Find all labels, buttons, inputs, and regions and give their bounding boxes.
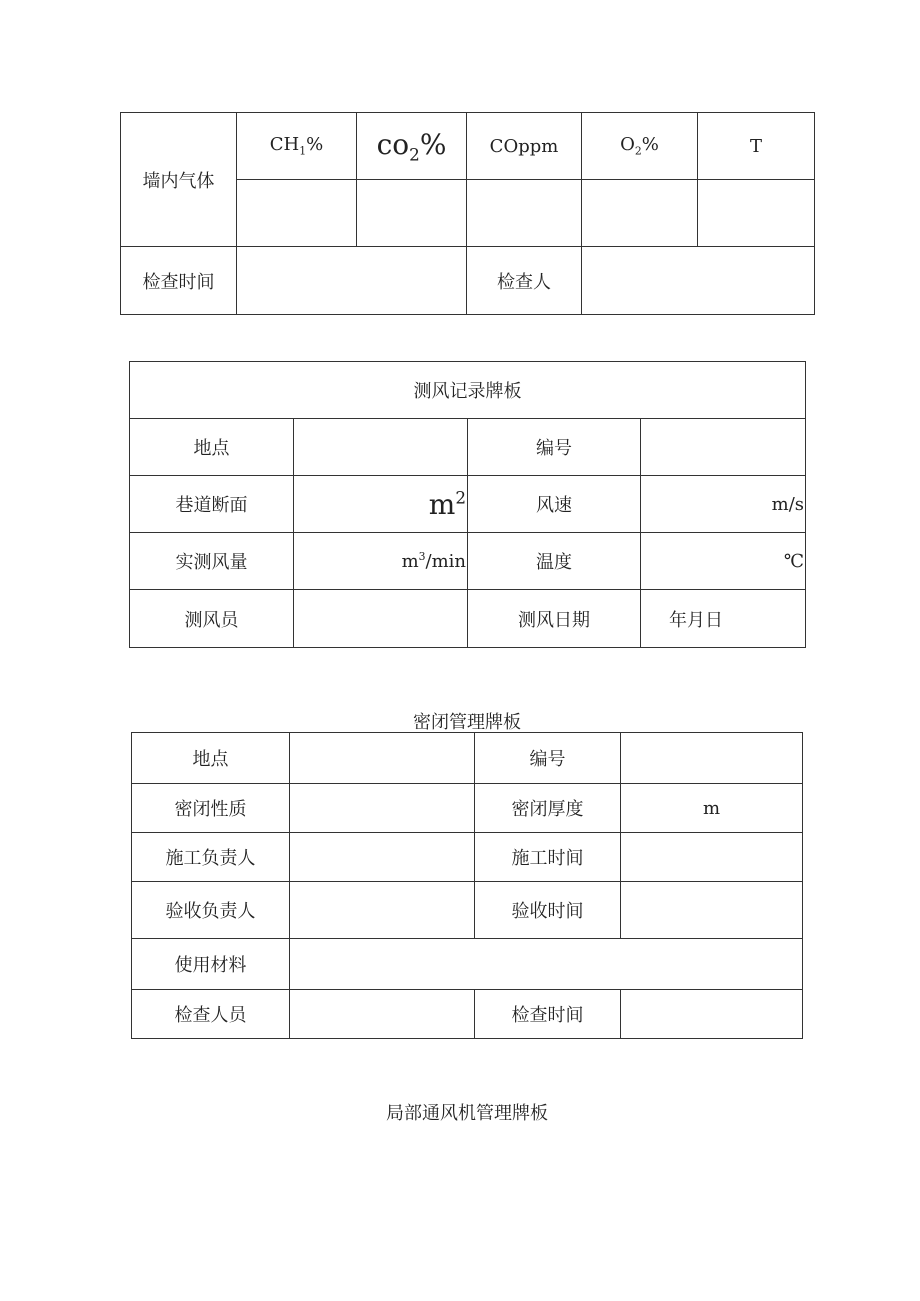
seal-location-value[interactable]: [290, 733, 475, 784]
seal-check-time-value[interactable]: [621, 990, 803, 1039]
measurer-value[interactable]: [294, 590, 468, 648]
seal-inspector-value[interactable]: [290, 990, 475, 1039]
seal-nature-value[interactable]: [290, 784, 475, 833]
thickness-unit: m: [702, 797, 721, 819]
header-ch4: $CH_1\%$: [237, 113, 357, 180]
acceptance-lead-value[interactable]: [290, 882, 475, 939]
section-unit: $m^2$: [428, 487, 466, 521]
seal-number-value[interactable]: [621, 733, 803, 784]
header-o2: $O_2\%$: [582, 113, 698, 180]
air-volume-value[interactable]: [294, 533, 468, 590]
inspector-value[interactable]: [582, 247, 815, 315]
materials-label: 使用材料: [132, 939, 290, 990]
wind-board-title: 测风记录牌板: [130, 362, 806, 419]
temperature-label: 温度: [468, 533, 641, 590]
value-co2[interactable]: [357, 180, 467, 247]
seal-nature-label: 密闭性质: [132, 784, 290, 833]
measure-date-value[interactable]: 年月日: [641, 590, 806, 648]
fan-board-title: 局部通风机管理牌板: [386, 1103, 548, 1124]
header-temperature: T: [698, 113, 815, 180]
check-time-label: 检查时间: [121, 247, 237, 315]
seal-number-label: 编号: [475, 733, 621, 784]
measurer-label: 测风员: [130, 590, 294, 648]
acceptance-lead-label: 验收负责人: [132, 882, 290, 939]
construction-lead-label: 施工负责人: [132, 833, 290, 882]
seal-check-time-label: 检查时间: [475, 990, 621, 1039]
value-temperature[interactable]: [698, 180, 815, 247]
volume-unit: $m^3/\min$: [401, 550, 466, 572]
header-co: COppm: [467, 113, 582, 180]
construction-time-label: 施工时间: [475, 833, 621, 882]
seal-thickness-label: 密闭厚度: [475, 784, 621, 833]
temp-unit: ℃: [783, 550, 804, 572]
wind-location-label: 地点: [130, 419, 294, 476]
acceptance-time-value[interactable]: [621, 882, 803, 939]
materials-value[interactable]: [290, 939, 803, 990]
seal-board-title: 密闭管理牌板: [413, 712, 521, 733]
wind-speed-value[interactable]: [641, 476, 806, 533]
roadway-section-value[interactable]: [294, 476, 468, 533]
wall-gas-label: 墙内气体: [121, 113, 237, 247]
acceptance-time-label: 验收时间: [475, 882, 621, 939]
air-volume-label: 实测风量: [130, 533, 294, 590]
temperature-value[interactable]: [641, 533, 806, 590]
value-co[interactable]: [467, 180, 582, 247]
seal-inspector-label: 检查人员: [132, 990, 290, 1039]
inspector-label: 检查人: [467, 247, 582, 315]
construction-lead-value[interactable]: [290, 833, 475, 882]
measure-date-label: 测风日期: [468, 590, 641, 648]
wind-number-value[interactable]: [641, 419, 806, 476]
wind-location-value[interactable]: [294, 419, 468, 476]
header-co2: $co_2\%$: [357, 113, 467, 180]
speed-unit: m/s: [771, 493, 804, 515]
value-ch4[interactable]: [237, 180, 357, 247]
value-o2[interactable]: [582, 180, 698, 247]
check-time-value[interactable]: [237, 247, 467, 315]
roadway-section-label: 巷道断面: [130, 476, 294, 533]
seal-location-label: 地点: [132, 733, 290, 784]
wind-number-label: 编号: [468, 419, 641, 476]
seal-thickness-value[interactable]: [621, 784, 803, 833]
construction-time-value[interactable]: [621, 833, 803, 882]
wind-record-board: [129, 361, 806, 648]
seal-management-board: [131, 732, 803, 1039]
wind-speed-label: 风速: [468, 476, 641, 533]
wall-gas-table: [120, 112, 815, 315]
